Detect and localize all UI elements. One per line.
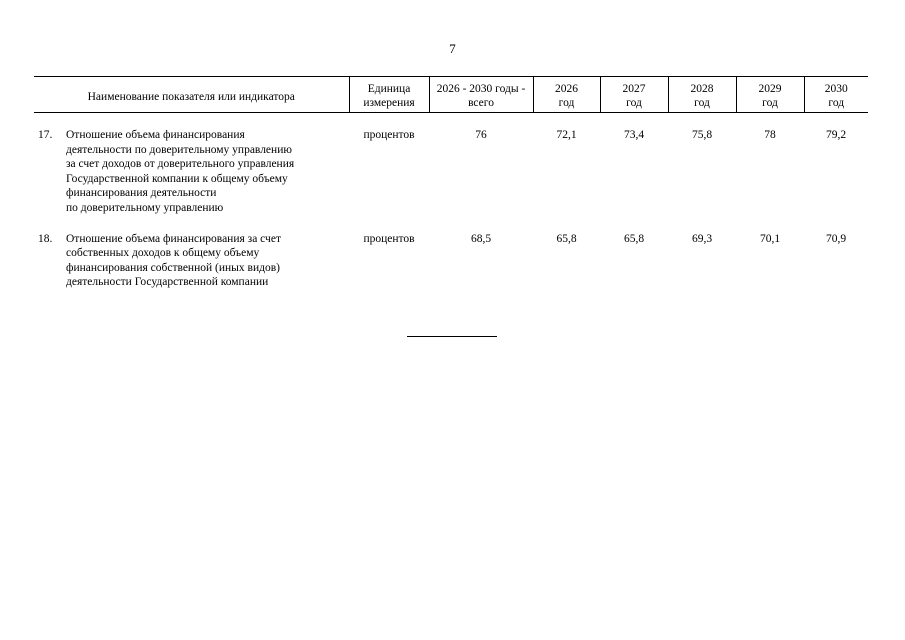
- row-value-2026: 65,8: [556, 232, 577, 245]
- row-total: 76: [475, 129, 487, 141]
- end-separator-line: [407, 336, 497, 337]
- header-name-text: Наименование показателя или индикатора: [87, 90, 295, 103]
- header-year-2029: [736, 77, 804, 113]
- row-name-line: за счет доходов от доверительного управления: [66, 158, 295, 171]
- row-unit: процентов: [363, 232, 415, 245]
- table-row-gap: [34, 216, 868, 232]
- row-value-2028: 69,3: [691, 232, 713, 245]
- row-name-line: Отношение объема финансирования за счет: [66, 232, 281, 245]
- table-header-row: [34, 77, 868, 113]
- header-year-2027: [600, 77, 668, 113]
- header-year-2028: [668, 77, 736, 113]
- row-value-2029: 78: [764, 129, 776, 141]
- row-value-2028: 75,8: [691, 129, 713, 141]
- row-name-line: финансирования собственной (иных видов): [66, 261, 280, 274]
- indicators-table: [34, 76, 868, 290]
- header-year-label: 2030: [824, 82, 848, 95]
- table-row: [34, 128, 868, 216]
- header-year-suffix: год: [762, 97, 778, 110]
- page-number: 7: [449, 41, 456, 56]
- row-name-line: Государственной компании к общему объему: [66, 172, 288, 185]
- row-value-2026: 72,1: [556, 129, 577, 141]
- header-year-suffix: год: [626, 97, 642, 110]
- row-number: 18.: [38, 232, 53, 245]
- row-name-line: финансирования деятельности: [66, 187, 217, 200]
- row-name-line: деятельности по доверительному управлению: [66, 143, 292, 156]
- header-year-suffix: год: [558, 97, 575, 110]
- row-name-line: собственных доходов к общему объему: [66, 247, 260, 260]
- row-value-2029: 70,1: [759, 232, 781, 245]
- header-year-2030: [804, 77, 868, 113]
- row-name: [64, 232, 349, 290]
- row-value-2030: 79,2: [825, 129, 847, 141]
- row-value-2027: 65,8: [623, 232, 645, 245]
- header-total: [429, 77, 533, 113]
- row-name-line: Отношение объема финансирования: [66, 129, 245, 141]
- table-row: [34, 232, 868, 290]
- row-name-line: деятельности Государственной компании: [66, 276, 269, 289]
- header-year-label: 2026: [555, 82, 579, 95]
- row-value-2027: 73,4: [623, 129, 645, 141]
- header-unit: [349, 77, 429, 113]
- header-total-line1: 2026 - 2030 годы -: [436, 82, 526, 95]
- row-number: 17.: [38, 129, 53, 141]
- table-spacer: [34, 113, 868, 129]
- header-year-label: 2027: [622, 82, 646, 95]
- row-unit: процентов: [363, 129, 415, 141]
- row-total: 68,5: [470, 232, 492, 245]
- header-year-label: 2028: [690, 82, 714, 95]
- row-name: [64, 128, 349, 216]
- indicators-table-container: [34, 76, 868, 290]
- header-unit-line1: Единица: [367, 82, 411, 95]
- header-year-2026: [533, 77, 600, 113]
- row-name-line: по доверительному управлению: [66, 201, 224, 214]
- header-year-suffix: год: [828, 97, 845, 110]
- header-unit-line2: измерения: [363, 97, 415, 110]
- row-value-2030: 70,9: [825, 232, 847, 245]
- header-name: [34, 77, 349, 113]
- header-year-label: 2029: [758, 82, 782, 95]
- header-year-suffix: год: [694, 97, 710, 110]
- header-total-line2: всего: [468, 97, 494, 110]
